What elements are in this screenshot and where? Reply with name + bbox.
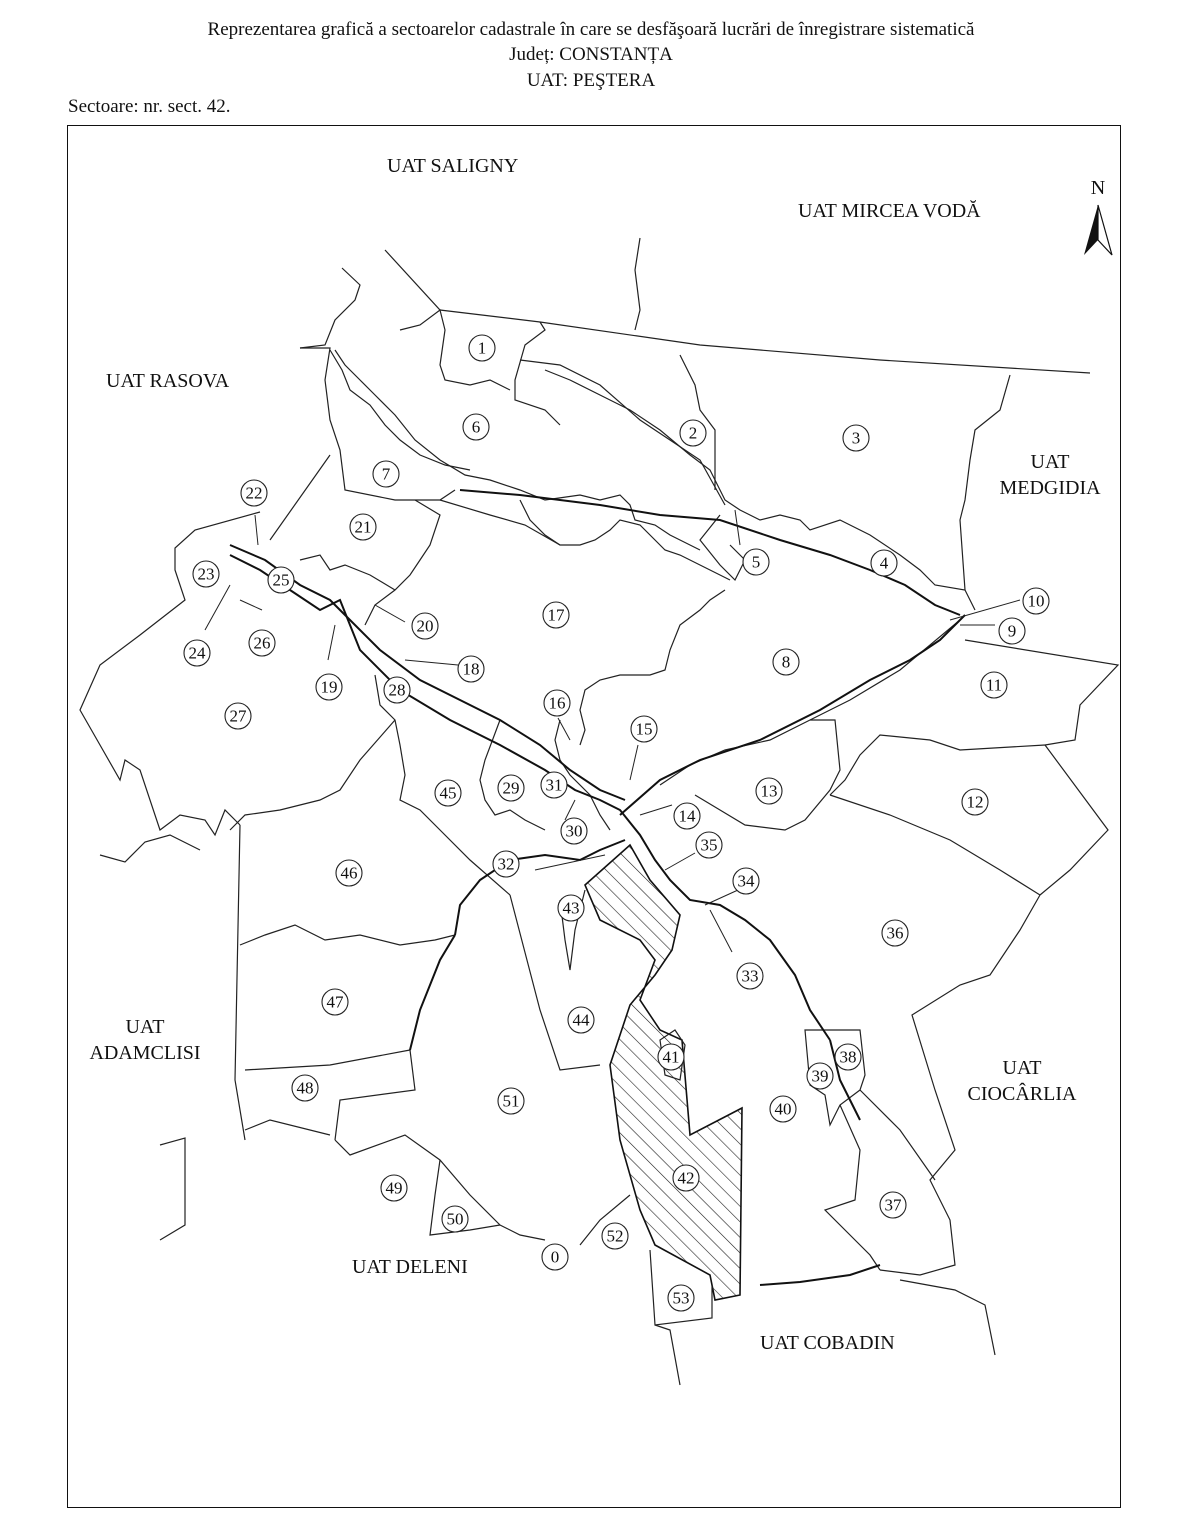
- sector-label-22[interactable]: [241, 480, 267, 506]
- sector-label-41[interactable]: [658, 1044, 684, 1070]
- sector-number: 36: [886, 923, 904, 943]
- sector-label-32[interactable]: [493, 851, 519, 877]
- sector-label-14[interactable]: [674, 803, 700, 829]
- boundaries: [80, 238, 1118, 1385]
- sector-label-18[interactable]: [458, 656, 484, 682]
- sector-number: 13: [760, 781, 778, 801]
- sector-label-43[interactable]: [558, 895, 584, 921]
- sector-label-51[interactable]: [498, 1088, 524, 1114]
- sector-number: 32: [497, 854, 515, 874]
- sector-label-33[interactable]: [737, 963, 763, 989]
- uat-adamclisi-2: ADAMCLISI: [89, 1042, 201, 1064]
- sector-label-28[interactable]: [384, 677, 410, 703]
- sector-label-23[interactable]: [193, 561, 219, 587]
- sector-label-8[interactable]: [773, 649, 799, 675]
- sector-label-0[interactable]: [542, 1244, 568, 1270]
- sector-label-24[interactable]: [184, 640, 210, 666]
- sector-number: 7: [381, 464, 391, 484]
- uat-saligny: UAT SALIGNY: [387, 155, 519, 177]
- sector-number: 21: [354, 517, 372, 537]
- sector-label-31[interactable]: [541, 772, 567, 798]
- uat-cobadin: UAT COBADIN: [760, 1332, 895, 1354]
- sector-number: 50: [446, 1209, 464, 1229]
- sector-number: 41: [662, 1047, 680, 1067]
- sector-number: 28: [388, 680, 406, 700]
- uat-medgidia-1: UAT: [1030, 451, 1070, 473]
- sector-number: 23: [197, 564, 215, 584]
- sector-number: 15: [635, 719, 653, 739]
- sector-label-5[interactable]: [743, 549, 769, 575]
- neighbor-labels: [89, 155, 1101, 1354]
- north-label: N: [1090, 177, 1106, 199]
- sector-label-53[interactable]: [668, 1285, 694, 1311]
- sector-label-21[interactable]: [350, 514, 376, 540]
- sector-number: 4: [879, 553, 889, 573]
- sector-label-20[interactable]: [412, 613, 438, 639]
- sector-label-49[interactable]: [381, 1175, 407, 1201]
- sector-label-6[interactable]: [463, 414, 489, 440]
- sector-number: 20: [416, 616, 434, 636]
- sector-label-19[interactable]: [316, 674, 342, 700]
- sector-number: 53: [672, 1288, 690, 1308]
- sector-number: 39: [811, 1066, 829, 1086]
- sector-label-7[interactable]: [373, 461, 399, 487]
- sector-number: 6: [471, 417, 481, 437]
- sector-label-29[interactable]: [498, 775, 524, 801]
- sector-label-45[interactable]: [435, 780, 461, 806]
- sector-number: 38: [839, 1047, 857, 1067]
- sector-number: 48: [296, 1078, 314, 1098]
- sector-number: 0: [550, 1247, 560, 1267]
- sector-label-50[interactable]: [442, 1206, 468, 1232]
- sector-label-3[interactable]: [843, 425, 869, 451]
- sector-number: 1: [477, 338, 487, 358]
- sector-label-15[interactable]: [631, 716, 657, 742]
- sector-label-17[interactable]: [543, 602, 569, 628]
- sectors-label: Sectoare: nr. sect. 42.: [68, 96, 231, 117]
- sector-label-36[interactable]: [882, 920, 908, 946]
- sector-number: 12: [966, 792, 984, 812]
- sector-number: 10: [1027, 591, 1045, 611]
- sector-number: 22: [245, 483, 263, 503]
- sector-label-4[interactable]: [871, 550, 897, 576]
- sector-number: 35: [700, 835, 718, 855]
- sector-number: 8: [781, 652, 791, 672]
- sector-number: 47: [326, 992, 344, 1012]
- sector-number: 30: [565, 821, 583, 841]
- sector-number: 3: [851, 428, 861, 448]
- county-label: Județ: CONSTANȚA: [509, 44, 673, 65]
- sector-label-37[interactable]: [880, 1192, 906, 1218]
- sector-number: 25: [272, 570, 290, 590]
- map-title: Reprezentarea grafică a sectoarelor cadastrale în care se desfăşoară lucrări de înregistrare sistematică: [207, 19, 975, 40]
- sector-label-1[interactable]: [469, 335, 495, 361]
- sector-number: 46: [340, 863, 358, 883]
- sector-label-13[interactable]: [756, 778, 782, 804]
- sector-label-48[interactable]: [292, 1075, 318, 1101]
- sector-label-34[interactable]: [733, 868, 759, 894]
- sector-number: 45: [439, 783, 457, 803]
- sector-label-16[interactable]: [544, 690, 570, 716]
- sector-number: 40: [774, 1099, 792, 1119]
- sector-number: 43: [562, 898, 580, 918]
- sector-label-26[interactable]: [249, 630, 275, 656]
- sector-label-27[interactable]: [225, 703, 251, 729]
- sector-label-39[interactable]: [807, 1063, 833, 1089]
- sector-number: 2: [688, 423, 698, 443]
- sector-number: 26: [253, 633, 271, 653]
- sector-label-11[interactable]: [981, 672, 1007, 698]
- sector-number: 18: [462, 659, 480, 679]
- sector-number: 5: [751, 552, 761, 572]
- north-arrow-icon: [1084, 177, 1112, 255]
- sector-number: 34: [737, 871, 755, 891]
- sector-number: 37: [884, 1195, 902, 1215]
- sector-number: 44: [572, 1010, 590, 1030]
- sector-number: 29: [502, 778, 520, 798]
- sector-number: 33: [741, 966, 759, 986]
- uat-medgidia-2: MEDGIDIA: [999, 477, 1101, 499]
- sector-number: 51: [502, 1091, 520, 1111]
- sector-number: 19: [320, 677, 338, 697]
- sector-label-42[interactable]: [673, 1165, 699, 1191]
- uat-adamclisi-1: UAT: [125, 1016, 165, 1038]
- sector-label-25[interactable]: [268, 567, 294, 593]
- sector-number: 9: [1007, 621, 1017, 641]
- sector-number: 17: [547, 605, 565, 625]
- sector-label-9[interactable]: [999, 618, 1025, 644]
- sector-number: 16: [548, 693, 566, 713]
- sector-label-10[interactable]: [1023, 588, 1049, 614]
- sector-label-52[interactable]: [602, 1223, 628, 1249]
- uat-rasova: UAT RASOVA: [106, 370, 230, 392]
- sector-label-40[interactable]: [770, 1096, 796, 1122]
- sector-number: 11: [985, 675, 1003, 695]
- sector-number: 14: [678, 806, 696, 826]
- sector-label-47[interactable]: [322, 989, 348, 1015]
- sector-label-44[interactable]: [568, 1007, 594, 1033]
- uat-ciocarlia-1: UAT: [1002, 1057, 1042, 1079]
- sector-number: 24: [188, 643, 206, 663]
- sector-number: 42: [677, 1168, 695, 1188]
- sector-label-30[interactable]: [561, 818, 587, 844]
- sector-label-2[interactable]: [680, 420, 706, 446]
- sector-labels: [184, 335, 1049, 1311]
- sector-number: 52: [606, 1226, 624, 1246]
- uat-mircea-voda: UAT MIRCEA VODĂ: [798, 200, 981, 222]
- uat-deleni: UAT DELENI: [352, 1256, 468, 1278]
- sector-label-38[interactable]: [835, 1044, 861, 1070]
- sector-label-46[interactable]: [336, 860, 362, 886]
- sector-number: 31: [545, 775, 563, 795]
- sector-label-12[interactable]: [962, 789, 988, 815]
- sector-label-35[interactable]: [696, 832, 722, 858]
- uat-label: UAT: PEŞTERA: [526, 70, 656, 91]
- sector-number: 27: [229, 706, 247, 726]
- uat-ciocarlia-2: CIOCÂRLIA: [967, 1083, 1077, 1105]
- sector-number: 49: [385, 1178, 403, 1198]
